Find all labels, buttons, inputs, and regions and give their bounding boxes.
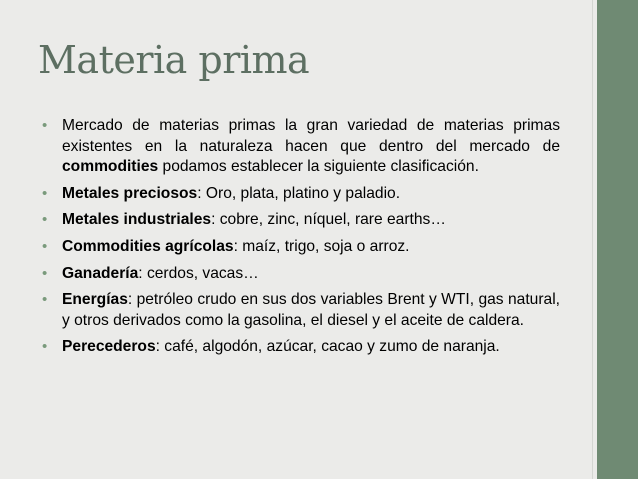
bullet-text: : petróleo crudo en sus dos variables Brent y WTI, gas natural, y otros derivados como la gasolina, el diesel y el aceite de caldera. [62, 291, 560, 329]
bullet-dot-icon: • [42, 338, 48, 356]
bullet-bold-term: Metales preciosos [62, 184, 198, 202]
bullet-bold-term: commodities [62, 158, 159, 176]
bullet-dot-icon: • [42, 237, 48, 255]
bullet-text: Mercado de materias primas la gran variedad de materias primas existentes en la naturaleza hacen que dentro del mercado de [62, 117, 560, 155]
bullet-bold-term: Ganadería [62, 264, 139, 282]
bullet-text: : Oro, plata, platino y paladio. [197, 184, 401, 202]
bullet-text: : maíz, trigo, soja o arroz. [233, 237, 410, 255]
bullet-bold-term: Perecederos [62, 338, 156, 356]
bullet-text: podamos establecer la siguiente clasificación. [158, 158, 479, 176]
bullet-dot-icon: • [42, 184, 48, 202]
bullet-item [40, 237, 560, 258]
bullet-bold-term: Commodities agrícolas [62, 237, 234, 255]
bullet-text: : café, algodón, azúcar, cacao y zumo de naranja. [155, 338, 500, 356]
accent-side-bar [597, 0, 638, 479]
bullet-dot-icon: • [42, 211, 48, 229]
bullet-item [40, 116, 560, 178]
bullet-item [40, 290, 560, 331]
bullet-item [40, 337, 560, 358]
side-divider-line [592, 0, 593, 479]
bullet-dot-icon: • [42, 291, 48, 309]
bullet-bold-term: Energías [62, 291, 128, 309]
bullet-bold-term: Metales industriales [62, 211, 212, 229]
bullet-dot-icon: • [42, 264, 48, 282]
bullet-text: : cobre, zinc, níquel, rare earths… [211, 211, 446, 229]
bullet-text: : cerdos, vacas… [138, 264, 259, 282]
bullet-item [40, 264, 560, 285]
bullet-item [40, 184, 560, 205]
slide-title: Materia prima [38, 38, 310, 82]
bullet-item [40, 210, 560, 231]
bullet-dot-icon: • [42, 117, 48, 134]
bullet-list [40, 116, 560, 358]
